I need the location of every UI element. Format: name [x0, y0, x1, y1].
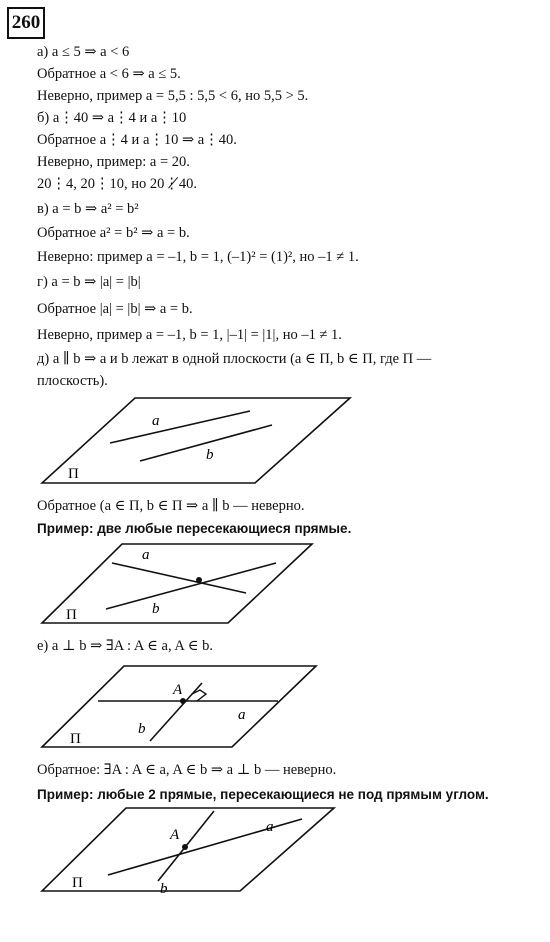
- label-b: b: [152, 601, 160, 617]
- point-A: [182, 844, 188, 850]
- part-e-statement: д) a ∥ b ⇒ a и b лежат в одной плоскости (a ∈ П, b ∈ П, где П —: [37, 351, 432, 367]
- plane-outline: [42, 808, 334, 891]
- label-plane: П: [72, 875, 83, 891]
- plane-outline: [42, 544, 312, 623]
- part-c-converse: Обратное a² = b² ⇒ a = b.: [37, 225, 190, 241]
- part-f-converse: Обратное: ∃A : A ∈ a, A ∈ b ⇒ a ⊥ b — неверно.: [37, 762, 337, 778]
- part-c-statement: в) a = b ⇒ a² = b²: [37, 201, 139, 217]
- line-a: [110, 411, 250, 443]
- part-a-counterexample: Неверно, пример a = 5,5 : 5,5 < 6, но 5,5 > 5.: [37, 88, 309, 104]
- part-d-statement: г) a = b ⇒ |a| = |b|: [37, 274, 141, 290]
- intersection-point: [196, 577, 202, 583]
- part-e-converse: Обратное (a ∈ П, b ∈ П ⇒ a ∥ b — неверно.: [37, 498, 305, 514]
- plane-outline: [42, 398, 350, 483]
- figure-intersecting-lines: [40, 541, 320, 627]
- label-A: A: [170, 827, 180, 843]
- part-f-example: Пример: любые 2 прямые, пересекающиеся не под прямым углом.: [37, 787, 489, 802]
- figure-perpendicular-lines: [40, 663, 320, 751]
- label-a: a: [152, 413, 160, 429]
- label-b: b: [160, 881, 168, 895]
- part-e-statement-cont: плоскость).: [37, 373, 108, 389]
- part-f-statement: е) a ⊥ b ⇒ ∃A : A ∈ a, A ∈ b.: [37, 638, 213, 654]
- part-b-converse: Обратное a⋮4 и a⋮10 ⇒ a⋮40.: [37, 132, 237, 148]
- figure-oblique-lines: [40, 805, 340, 895]
- label-plane: П: [68, 466, 79, 482]
- part-a-converse: Обратное a < 6 ⇒ a ≤ 5.: [37, 66, 181, 82]
- label-a: a: [142, 547, 150, 563]
- part-b-counterexample: Неверно, пример: a = 20.: [37, 154, 190, 170]
- label-a: a: [238, 707, 246, 723]
- label-plane: П: [70, 731, 81, 747]
- part-a-statement: а) a ≤ 5 ⇒ a < 6: [37, 44, 130, 60]
- figure-parallel-lines: [40, 395, 360, 487]
- label-a: a: [266, 819, 274, 835]
- part-d-counterexample: Неверно, пример a = –1, b = 1, |–1| = |1|, но –1 ≠ 1.: [37, 327, 342, 343]
- part-e-example: Пример: две любые пересекающиеся прямые.: [37, 521, 352, 536]
- part-b-statement: б) a⋮40 ⇒ a⋮4 и a⋮10: [37, 110, 187, 126]
- part-d-converse: Обратное |a| = |b| ⇒ a = b.: [37, 301, 193, 317]
- point-A: [180, 698, 186, 704]
- label-plane: П: [66, 607, 77, 623]
- label-b: b: [138, 721, 146, 737]
- problem-number: 260: [7, 7, 45, 39]
- plane-outline: [42, 666, 316, 747]
- label-b: b: [206, 447, 214, 463]
- label-A: A: [173, 682, 183, 698]
- part-c-counterexample: Неверно: пример a = –1, b = 1, (–1)² = (1)², но –1 ≠ 1.: [37, 249, 359, 265]
- part-b-check: 20⋮4, 20⋮10, но 20⋮̸40.: [37, 176, 198, 192]
